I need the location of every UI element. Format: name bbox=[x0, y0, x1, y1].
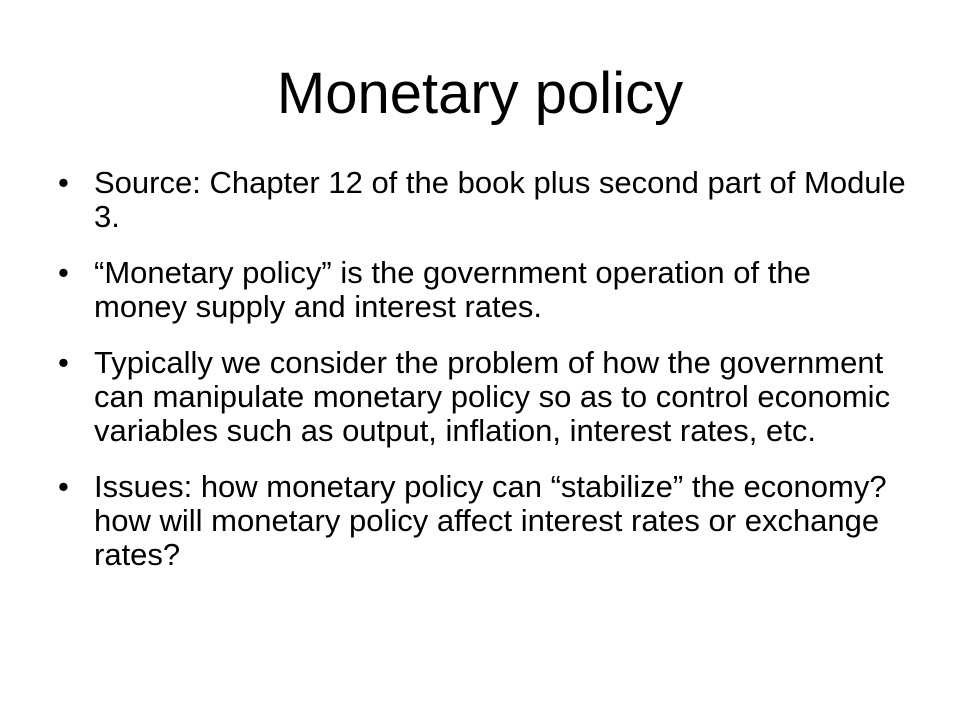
bullet-text: “Monetary policy” is the government operation of the money supply and interest rates. bbox=[94, 255, 811, 324]
bullet-dot-icon: • bbox=[58, 345, 69, 380]
bullet-text: Typically we consider the problem of how the government can manipulate monetary policy so as to control economic variables such as output, inflation, interest rates, etc. bbox=[94, 345, 891, 448]
bullet-list bbox=[58, 166, 908, 594]
bullet-item bbox=[58, 256, 908, 324]
bullet-text: Issues: how monetary policy can “stabilize” the economy? how will monetary policy affect interest rates or exchange rates? bbox=[94, 469, 887, 572]
bullet-item bbox=[58, 470, 908, 572]
bullet-item bbox=[58, 166, 908, 234]
bullet-item bbox=[58, 346, 908, 448]
slide-title: Monetary policy bbox=[276, 61, 684, 126]
bullet-dot-icon: • bbox=[58, 255, 69, 290]
bullet-dot-icon: • bbox=[58, 469, 69, 504]
bullet-dot-icon: • bbox=[58, 165, 69, 200]
bullet-text: Source: Chapter 12 of the book plus second part of Module 3. bbox=[94, 165, 906, 234]
